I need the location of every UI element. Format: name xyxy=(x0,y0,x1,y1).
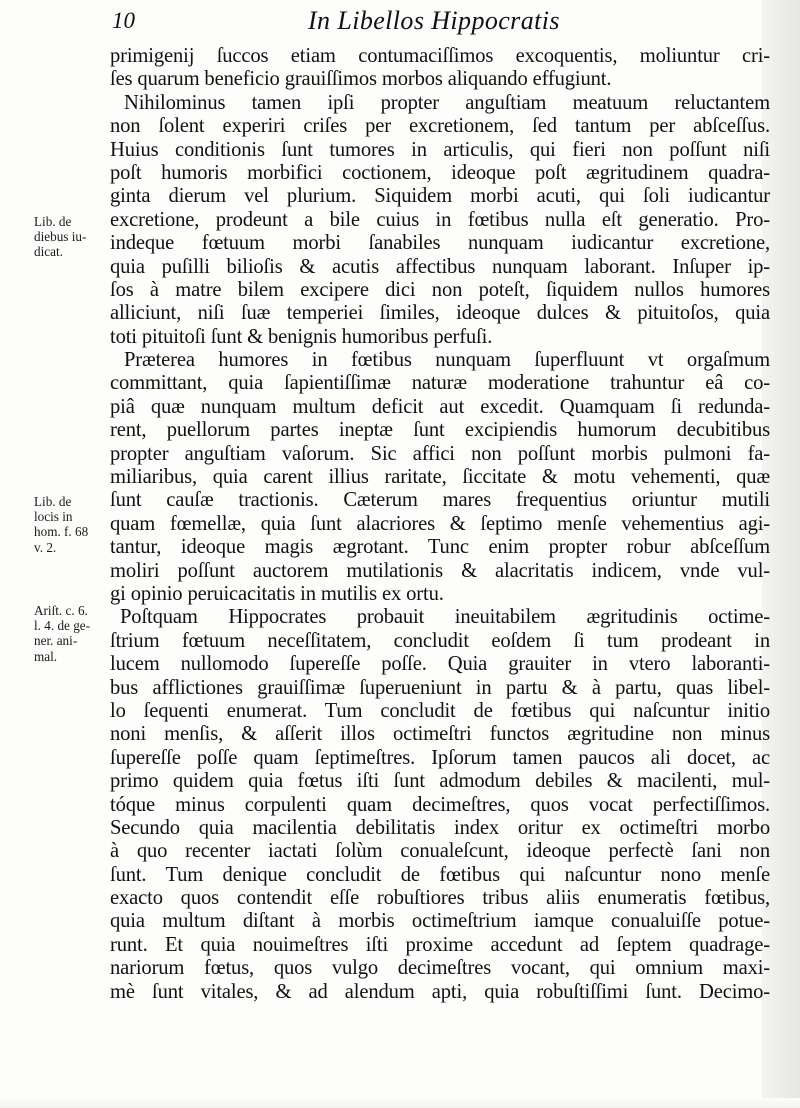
text-line: non ſolent experiri criſes per excretionem, ſed tantum per abſceſſus. xyxy=(110,115,770,138)
text-line: excretione, prodeunt a bile cuius in fœtibus nulla eſt generatio. Pro- xyxy=(110,208,770,231)
text-line: piâ quæ nunquam multum deficit aut excedit. Quamquam ſi redunda- xyxy=(110,395,770,418)
text-line: poſt humoris morbifici coctionem, ideoque poſt ægritudinem quadra- xyxy=(110,161,770,184)
margin-note-line: Lib. de xyxy=(34,494,72,509)
text-line: noni menſis, & aſſerit illos octimeſtri functos ægritudine non minus xyxy=(110,723,770,746)
text-line: lucem nullomodo ſupereſſe poſſe. Quia grauiter in vtero laboranti- xyxy=(110,653,770,676)
text-line: ſunt. Tum denique concludit de fœtibus qui naſcuntur nono menſe xyxy=(110,863,770,886)
text-line: alliciunt, niſi ſuæ temperiei ſimiles, ideoque dulces & pituitoſos, quia xyxy=(110,302,770,325)
text-line: Secundo quia macilentia debilitatis index oritur ex octimeſtri morbo xyxy=(110,816,770,839)
text-line: primo quidem quia fœtus iſti ſunt admodum debiles & macilenti, mul- xyxy=(110,770,770,793)
text-line: tóque minus corpulenti quam decimeſtres, quos vocat perfectiſſimos. xyxy=(110,793,770,816)
text-line: Huius conditionis ſunt tumores in articulis, qui fieri non poſſunt niſi xyxy=(110,138,770,161)
text-line: committant, quia ſapientiſſimæ naturæ moderatione trahuntur eâ co- xyxy=(110,372,770,395)
margin-note-arist-gener xyxy=(34,603,114,664)
main-text-block xyxy=(110,45,770,1004)
text-line: quia multum diſtant à morbis octimeſtrium iamque conualuiſſe potue- xyxy=(110,910,770,933)
text-line: quam fœmellæ, quia ſunt alacriores & ſeptimo menſe vehementius agi- xyxy=(110,512,770,535)
text-line: Præterea humores in fœtibus nunquam ſuperfluunt vt orgaſmum xyxy=(124,349,770,372)
text-line: miliaribus, quia carent illius raritate, ſiccitate & motu vehementi, quæ xyxy=(110,466,770,489)
text-line: Poſtquam Hippocrates probauit ineuitabilem ægritudinis octime- xyxy=(120,606,770,629)
margin-note-line: Lib. de xyxy=(34,214,72,229)
text-line: ſupereſſe poſſe quam ſeptimeſtres. Ipſorum tamen paucos ali docet, ac xyxy=(110,746,770,769)
margin-note-line: v. 2. xyxy=(34,539,57,555)
text-line: runt. Et quia nouimeſtres iſti proxime accedunt ad ſeptem quadrage- xyxy=(110,933,770,956)
text-line: primigenij ſuccos etiam contumaciſſimos excoquentis, moliuntur cri- xyxy=(110,45,770,67)
text-line: tantur, ideoque magis ægrotant. Tunc enim propter robur abſceſſum xyxy=(110,536,770,559)
page-number: 10 xyxy=(112,8,135,33)
text-line: ſunt cauſæ tractionis. Cæterum mares frequentius oriuntur mutili xyxy=(110,489,770,512)
text-line: indeque fœtuum morbi ſanabiles nunquam iudicantur excretione, xyxy=(110,232,770,255)
text-line: lo ſequenti enumerat. Tum concludit de fœtibus qui naſcuntur initio xyxy=(110,699,770,722)
page-bottom-edge xyxy=(0,1098,800,1108)
text-line: exacto quos contendit eſſe robuſtiores tribus aliis enumeratis fœtibus, xyxy=(110,887,770,910)
text-line: ſos à matre bilem excipere dici non poteſt, ſiquidem nullos humores xyxy=(110,278,770,301)
text-line: rent, puellorum partes ineptæ ſunt excipiendis humorum decubitibus xyxy=(110,419,770,442)
text-line: ginta dierum vel plurium. Siquidem morbi acuti, qui ſoli iudicantur xyxy=(110,185,770,208)
text-line: quia puſilli bilioſis & acutis affectibus nunquam laborant. Inſuper ip- xyxy=(110,255,770,278)
running-title: In Libellos Hippocratis xyxy=(308,6,560,35)
text-line: mè ſunt vitales, & ad alendum apti, quia robuſtiſſimi ſunt. Decimo- xyxy=(110,980,770,1003)
margin-note-line: diebus iu- xyxy=(34,229,87,245)
margin-note-locis-hom xyxy=(34,494,114,555)
margin-note-line: Ariſt. c. 6. xyxy=(34,603,88,618)
margin-note-line: dicat. xyxy=(34,244,63,260)
text-line: moliri poſſunt auctorem mutilationis & alacritatis indicem, vnde vul- xyxy=(110,559,770,582)
text-line: bus afflictiones grauiſſimæ ſuperueniunt in partu & à partu, quas libel- xyxy=(110,676,770,699)
margin-note-line: l. 4. de ge- xyxy=(34,618,91,634)
text-line: nariorum fœtus, quos vulgo decimeſtres vocant, qui omnium maxi- xyxy=(110,957,770,980)
margin-note-line: locis in xyxy=(34,509,73,525)
text-line: ſes quarum beneficio grauiſſimos morbos aliquando effugiunt. xyxy=(110,68,612,91)
margin-note-dies-iudicat xyxy=(34,214,114,260)
text-line: Nihilominus tamen ipſi propter anguſtiam meatuum reluctantem xyxy=(124,91,770,114)
text-line: ſtrium fœtuum neceſſitatem, concludit eoſdem ſi tum prodeant in xyxy=(110,629,770,652)
margin-note-line: ner. ani- xyxy=(34,633,78,649)
margin-note-line: hom. f. 68 xyxy=(34,524,89,540)
text-line: gi opinio peruicacitatis in mutilis ex ortu. xyxy=(110,582,444,605)
text-line: toti pituitoſi ſunt & benignis humoribus perfuſi. xyxy=(110,325,493,348)
page-header xyxy=(112,6,772,40)
text-line: propter anguſtiam vaſorum. Sic affici non poſſunt morbis pulmoni fa- xyxy=(110,442,770,465)
text-line: à quo recenter iactati ſolùm conualeſcunt, ideoque perfectè ſani non xyxy=(110,840,770,863)
margin-note-line: mal. xyxy=(34,648,58,664)
